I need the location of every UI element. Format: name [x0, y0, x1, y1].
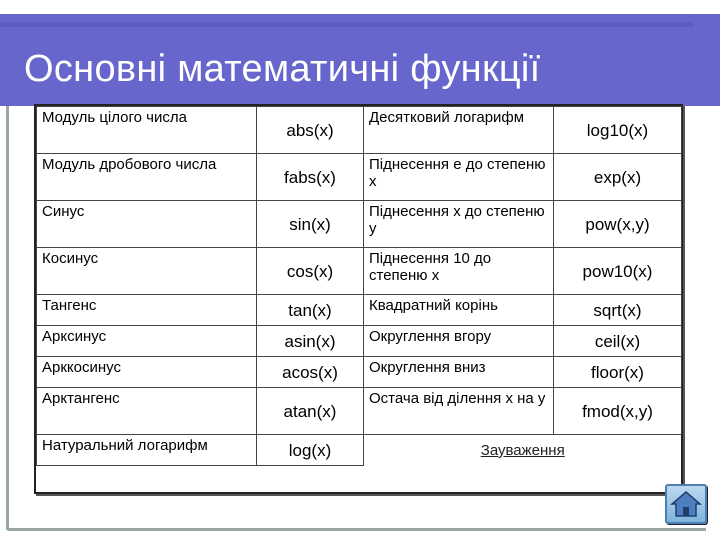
- frame-left-line: [6, 106, 9, 530]
- function-name: cos(x): [257, 248, 364, 295]
- table-row: [37, 201, 682, 248]
- function-description: Піднесення 10 до степеню x: [364, 248, 554, 295]
- function-name: atan(x): [257, 388, 364, 435]
- page-title: Основні математичні функції: [24, 48, 541, 90]
- table-row: [37, 357, 682, 388]
- title-bar: [0, 14, 720, 106]
- function-description: Синус: [37, 201, 257, 248]
- function-name: log(x): [257, 435, 364, 466]
- notes-link[interactable]: Зауваження: [480, 441, 565, 459]
- function-description: Косинус: [37, 248, 257, 295]
- function-name: asin(x): [257, 326, 364, 357]
- table-row: [37, 295, 682, 326]
- table-row: [37, 388, 682, 435]
- function-description: Арксинус: [37, 326, 257, 357]
- frame-bottom-line: [6, 528, 706, 531]
- function-description: Остача від ділення x на y: [364, 388, 554, 435]
- function-description: Піднесення e до степеню x: [364, 154, 554, 201]
- notes-link-cell: [364, 435, 682, 466]
- table-row: [37, 326, 682, 357]
- function-name: sqrt(x): [554, 295, 682, 326]
- function-name: floor(x): [554, 357, 682, 388]
- function-name: abs(x): [257, 107, 364, 154]
- function-name: tan(x): [257, 295, 364, 326]
- function-description: Піднесення x до степеню y: [364, 201, 554, 248]
- home-icon: [670, 489, 702, 519]
- function-description: Десятковий логарифм: [364, 107, 554, 154]
- function-description: Натуральний логарифм: [37, 435, 257, 466]
- function-description: Округлення вниз: [364, 357, 554, 388]
- function-name: fabs(x): [257, 154, 364, 201]
- function-name: pow(x,y): [554, 201, 682, 248]
- function-name: acos(x): [257, 357, 364, 388]
- function-description: Арккосинус: [37, 357, 257, 388]
- function-name: pow10(x): [554, 248, 682, 295]
- function-description: Округлення вгору: [364, 326, 554, 357]
- home-button[interactable]: [665, 484, 707, 524]
- functions-table: [34, 104, 683, 494]
- function-description: Модуль цілого числа: [37, 107, 257, 154]
- table-row: [37, 154, 682, 201]
- table-row: [37, 435, 682, 466]
- function-description: Арктангенс: [37, 388, 257, 435]
- table-row: [37, 107, 682, 154]
- function-name: sin(x): [257, 201, 364, 248]
- function-name: ceil(x): [554, 326, 682, 357]
- function-description: Модуль дробового числа: [37, 154, 257, 201]
- table-row: [37, 248, 682, 295]
- function-description: Тангенс: [37, 295, 257, 326]
- function-name: fmod(x,y): [554, 388, 682, 435]
- function-description: Квадратний корінь: [364, 295, 554, 326]
- function-name: log10(x): [554, 107, 682, 154]
- functions-table-grid: [36, 106, 682, 466]
- function-name: exp(x): [554, 154, 682, 201]
- title-bar-stripe: [0, 22, 693, 27]
